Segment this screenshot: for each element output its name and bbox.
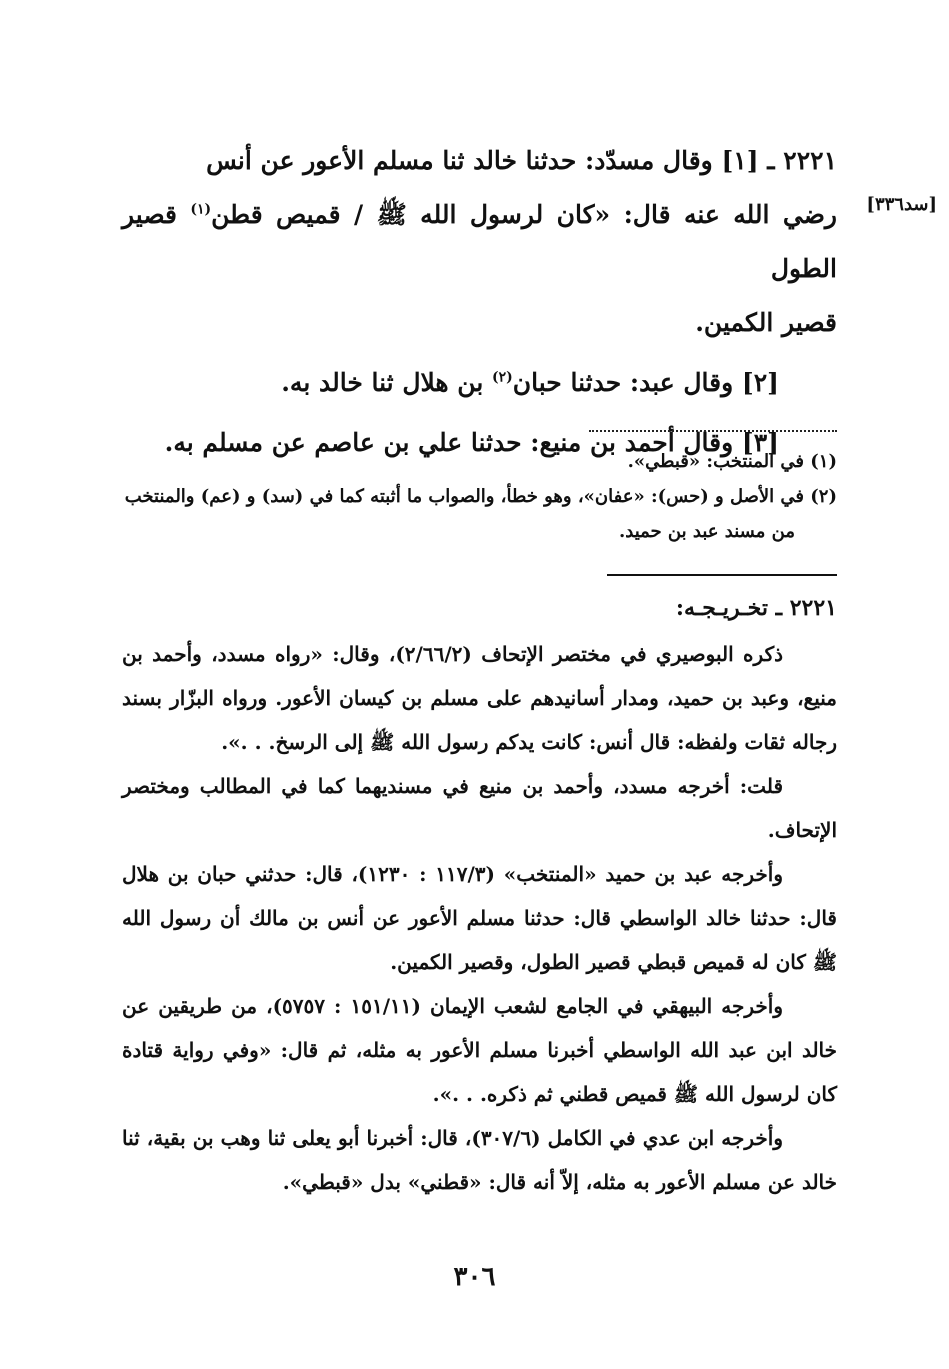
takhrij-paragraph-1 (122, 632, 837, 764)
takhrij-paragraph-2-text: أخرجه مسدد، وأحمد بن منيع في مسنديهما كما في المطالب ومختصر الإتحاف. (122, 774, 837, 842)
takhrij-paragraph-4-text: وأخرجه البيهقي في الجامع لشعب الإيمان (١٥١/١١ : ٥٧٥٧)، من طريقين عن خالد ابن عبد الله الواسطي أخبرنا مسلم الأعور به مثله، ثم قال: «وفي رواية قتادة كان لرسول الله ﷺ قميص قطني ثم ذكره. . .». (122, 994, 837, 1106)
hadith-line-5: [٣] وقال أحمد بن منيع: حدثنا علي بن عاصم عن مسلم به. (164, 428, 779, 457)
hadith-line-2-end: قصير الطول (122, 200, 837, 283)
takhrij-heading: ٢٢٢١ ـ تخـريـجـه: (675, 595, 837, 621)
hadith-line-4 (122, 356, 837, 410)
section-rule (607, 574, 837, 576)
footnote-2-continued: من مسند عبد بن حميد. (618, 521, 795, 542)
hadith-line-2-text: رضي الله عنه قال: «كان لرسول الله ﷺ / قميص قطن (211, 200, 837, 229)
takhrij-paragraph-2 (122, 764, 837, 852)
takhrij-paragraph-3 (122, 852, 837, 984)
hadith-line-3: قصير الكمين. (695, 308, 837, 337)
takhrij-paragraph-5-text: وأخرجه ابن عدي في الكامل (٣٠٧/٦)، قال: أخبرنا أبو يعلى ثنا وهب بن بقية، ثنا خالد عن مسلم الأعور به مثله، إلاّ أنه قال: «قطني» بدل «قبطي». (122, 1126, 837, 1194)
footnote-marker-1: (١) (190, 201, 212, 218)
hadith-line-1: ٢٢٢١ ـ [١] وقال مسدّد: حدثنا خالد ثنا مسلم الأعور عن أنس (206, 146, 837, 175)
page-number: ٣٠٦ (453, 1262, 496, 1292)
margin-reference: [سد٣٣٦] (866, 194, 937, 215)
hadith-line-4a: [٢] وقال عبد: حدثنا حبان (512, 368, 779, 397)
takhrij-paragraph-2-label: قلت: (739, 774, 783, 798)
footnote-1: (١) في المنتخب: «قبطي». (627, 451, 837, 472)
takhrij-paragraph-4 (122, 984, 837, 1116)
footnote-2: (٢) في الأصل و (حس): «عفان»، وهو خطأ، والصواب ما أثبته كما في (سد) و (عم) والمنتخب (124, 486, 837, 507)
footnote-separator (589, 418, 837, 432)
hadith-line-2 (122, 188, 837, 296)
takhrij-paragraph-1-text: ذكره البوصيري في مختصر الإتحاف (٢/٦٦/٢)، وقال: «رواه مسدد، وأحمد بن منيع، وعبد بن حميد، ومدار أسانيدهم على مسلم بن كيسان الأعور. ورواه البزّار بسند رجاله ثقات ولفظه: قال أنس: كانت يدكم رسول الله ﷺ إلى الرسخ. . .». (122, 642, 837, 754)
footnotes (122, 444, 837, 549)
hadith-line-4b: بن هلال ثنا خالد به. (281, 368, 492, 397)
footnote-marker-2: (٢) (492, 369, 513, 386)
takhrij-section (122, 586, 837, 1204)
takhrij-paragraph-5 (122, 1116, 837, 1204)
takhrij-paragraph-3-text: وأخرجه عبد بن حميد «المنتخب» (١١٧/٣ : ١٢٣٠)، قال: حدثني حبان بن هلال قال: حدثنا خالد الواسطي قال: حدثنا مسلم الأعور عن أنس بن مالك أن رسول الله ﷺ كان له قميص قبطي قصير الطول، وقصير الكمين. (122, 862, 837, 974)
